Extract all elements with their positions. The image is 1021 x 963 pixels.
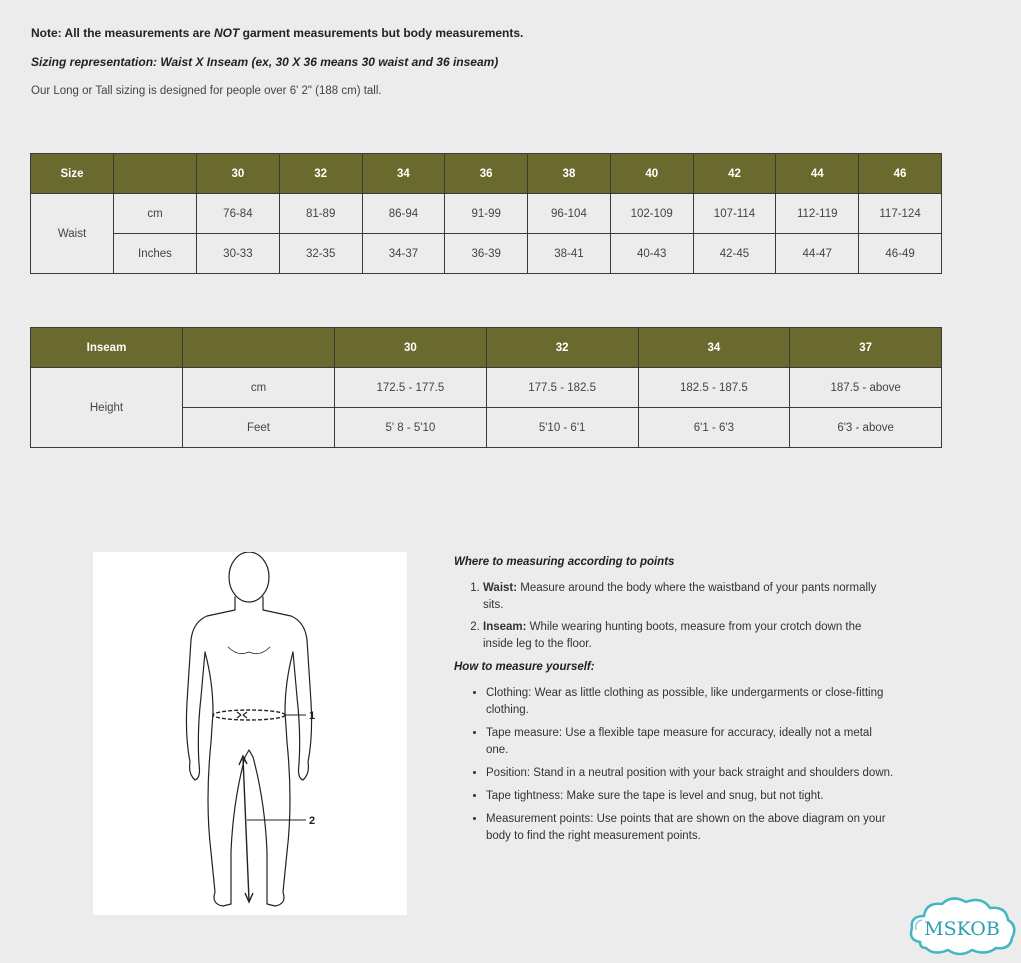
points-title: Where to measuring according to points [454,556,675,568]
table-cell: 86-94 [362,194,445,234]
table-cell: 172.5 - 177.5 [335,368,487,408]
list-item: • Tape tightness: Make sure the tape is level and snug, but not tight. [486,788,894,805]
table-cell: 102-109 [610,194,693,234]
size-header-cell: 42 [693,154,776,194]
table-cell: 32-35 [279,234,362,274]
size-header-cell: 36 [445,154,528,194]
height-row-label: Height [31,368,183,448]
table-row [31,194,942,234]
inseam-size-table [30,327,942,448]
table-cell: 44-47 [776,234,859,274]
inseam-header-cell: 30 [335,328,487,368]
body-measurement-diagram [93,552,407,915]
size-header-blank [114,154,197,194]
cloud-icon [906,892,1018,958]
note-tall-sizing: Our Long or Tall sizing is designed for people over 6' 2" (188 cm) tall. [31,85,382,97]
table-cell: 30-33 [197,234,280,274]
measuring-guide [454,556,894,851]
table-cell: 112-119 [776,194,859,234]
list-item: • Tape measure: Use a flexible tape measure for accuracy, ideally not a metal one. [486,725,894,759]
table-cell: 34-37 [362,234,445,274]
table-cell: 6'3 - above [790,408,942,448]
list-item: 2. Inseam: While wearing hunting boots, measure from your crotch down the inside leg to the floor. [483,619,894,653]
watermark-text: MSKOB [924,918,1000,940]
watermark-logo [906,892,1018,958]
table-row [31,368,942,408]
size-header-cell: 40 [610,154,693,194]
table-cell: 182.5 - 187.5 [638,368,790,408]
table-cell: 38-41 [528,234,611,274]
table-cell: 91-99 [445,194,528,234]
unit-cell: cm [183,368,335,408]
tips-list [454,685,894,845]
table-cell: 36-39 [445,234,528,274]
size-header-cell: 34 [362,154,445,194]
inseam-header-blank [183,328,335,368]
unit-cell: Feet [183,408,335,448]
table-cell: 117-124 [859,194,942,234]
body-outline-icon [93,552,407,915]
table-cell: 40-43 [610,234,693,274]
size-header-cell: 38 [528,154,611,194]
table-cell: 107-114 [693,194,776,234]
size-header-cell: 44 [776,154,859,194]
size-header-cell: 32 [279,154,362,194]
table-cell: 5' 8 - 5'10 [335,408,487,448]
list-item: • Measurement points: Use points that are shown on the above diagram on your body to find the right measurement points. [486,811,894,845]
inseam-header-cell: 34 [638,328,790,368]
waist-size-table [30,153,942,274]
inseam-header-row [31,328,942,368]
list-item: • Position: Stand in a neutral position with your back straight and shoulders down. [486,765,894,782]
unit-cell: Inches [114,234,197,274]
table-cell: 6'1 - 6'3 [638,408,790,448]
inseam-header-cell: 32 [486,328,638,368]
table-cell: 76-84 [197,194,280,234]
table-cell: 5'10 - 6'1 [486,408,638,448]
size-header-cell: 30 [197,154,280,194]
list-item: 1. Waist: Measure around the body where the waistband of your pants normally sits. [483,580,894,614]
table-cell: 96-104 [528,194,611,234]
table-cell: 81-89 [279,194,362,234]
points-list [454,580,894,653]
how-title: How to measure yourself: [454,661,595,673]
size-header-label: Size [31,154,114,194]
note-measurements: Note: All the measurements are NOT garment measurements but body measurements. [31,26,524,40]
table-cell: 46-49 [859,234,942,274]
inseam-header-cell: 37 [790,328,942,368]
inseam-header-label: Inseam [31,328,183,368]
waist-row-label: Waist [31,194,114,274]
unit-cell: cm [114,194,197,234]
table-row [31,234,942,274]
note-sizing-representation: Sizing representation: Waist X Inseam (ex, 30 X 36 means 30 waist and 36 inseam) [31,55,499,69]
marker-2: 2 [309,815,316,827]
table-cell: 187.5 - above [790,368,942,408]
size-header-row [31,154,942,194]
list-item: • Clothing: Wear as little clothing as possible, like undergarments or close-fitting clothing. [486,685,894,719]
marker-1: 1 [309,710,316,722]
table-cell: 177.5 - 182.5 [486,368,638,408]
table-cell: 42-45 [693,234,776,274]
size-header-cell: 46 [859,154,942,194]
